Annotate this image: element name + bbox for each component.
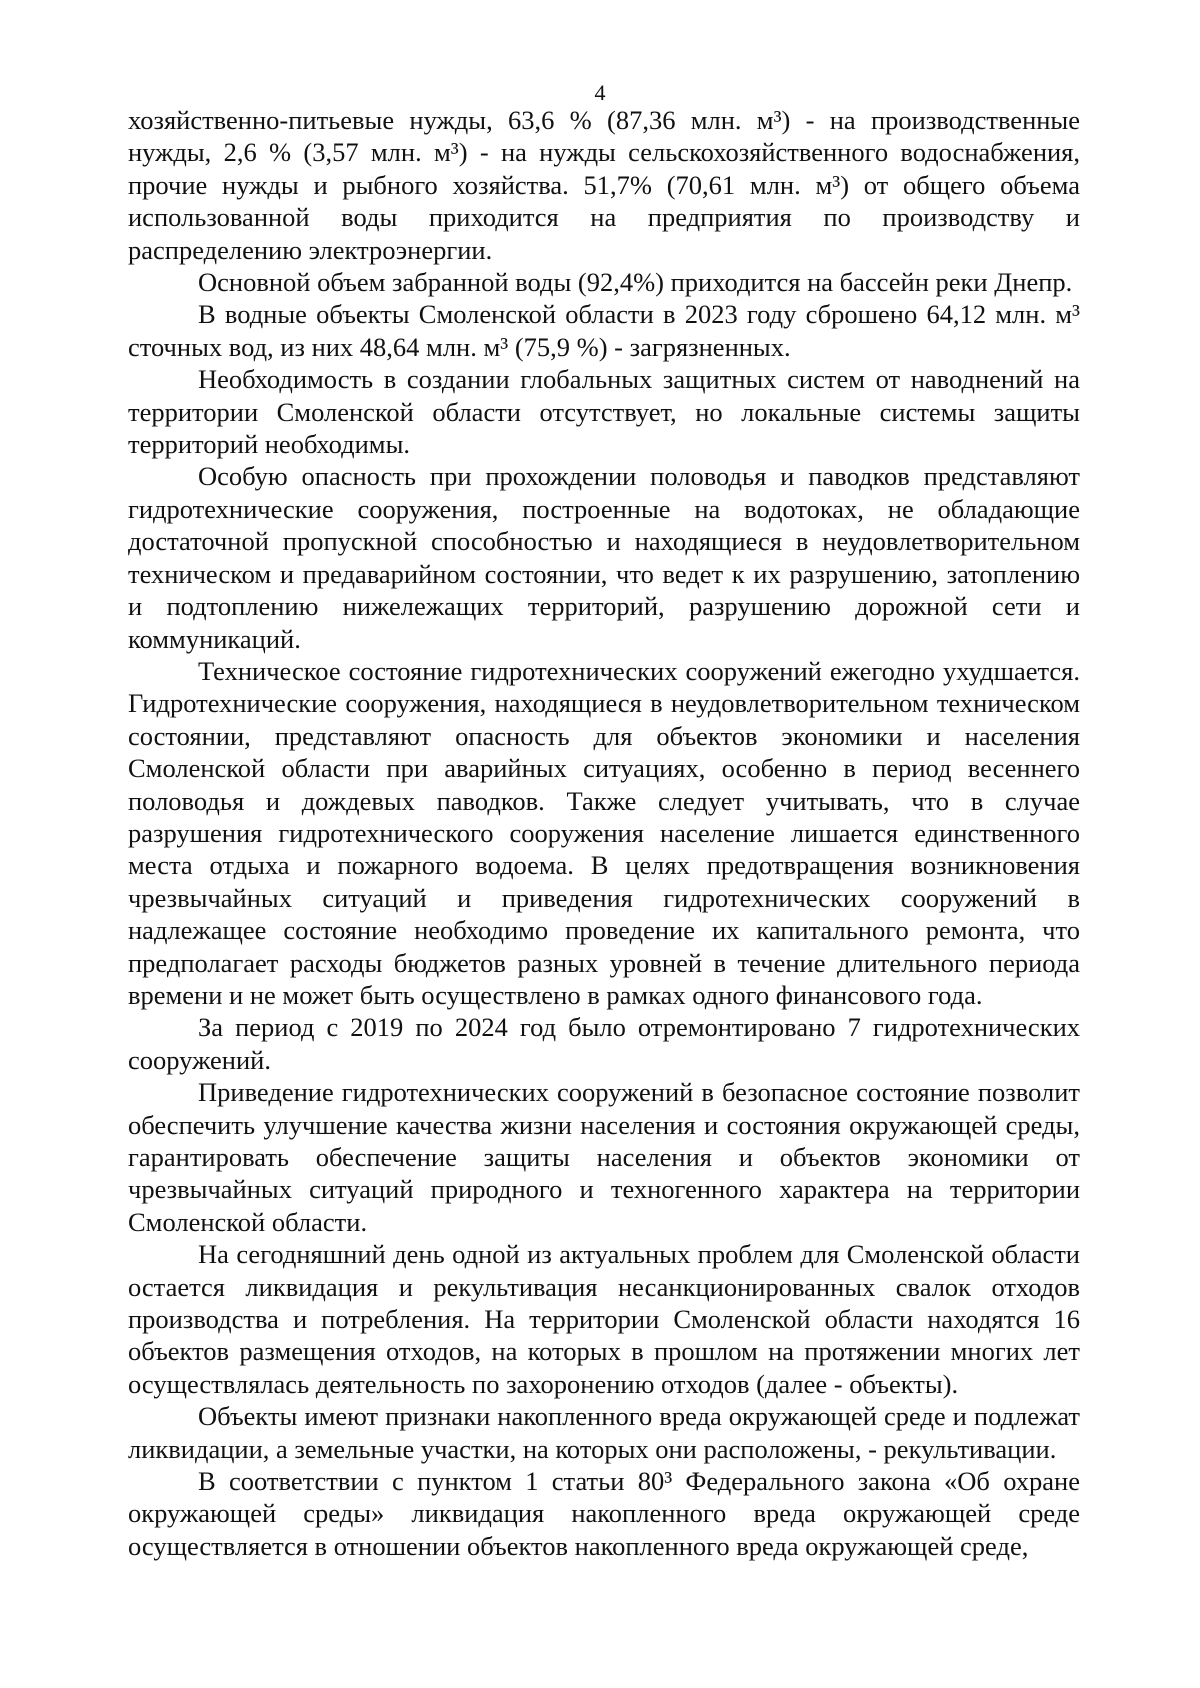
paragraph-water-use-continued: хозяйственно-питьевые нужды, 63,6 % (87,36 млн. м³) - на производственные нужды, 2,6 % (3,57 млн. м³) - на нужды сельскохозяйственного водоснабжения, прочие нужды и рыбного хозяйства. 51,7% (70,61 млн. м³) от общего объема использованной воды приходится на предприятия по производству и распределению электроэнергии. — [128, 105, 1080, 265]
page-number: 4 — [594, 80, 606, 105]
paragraph-repaired-structures: За период с 2019 по 2024 год было отремонтировано 7 гидротехнических сооружений. — [128, 1012, 1080, 1075]
paragraph-hydraulic-structures-danger: Особую опасность при прохождении половодья и паводков представляют гидротехнические сооружения, построенные на водотоках, не обладающие достаточной пропускной способностью и находящиеся в неудовлетворительном техническом и предаварийном состоянии, что ведет к их разрушению, затоплению и подтоплению нижележащих территорий, разрушению дорожной сети и коммуникаций. — [128, 461, 1080, 654]
document-body — [128, 104, 1080, 1562]
paragraph-wastewater-discharge: В водные объекты Смоленской области в 2023 году сброшено 64,12 млн. м³ сточных вод, из них 48,64 млн. м³ (75,9 %) - загрязненных. — [128, 299, 1080, 362]
paragraph-technical-condition: Техническое состояние гидротехнических сооружений ежегодно ухудшается. Гидротехнические сооружения, находящиеся в неудовлетворительном техническом состоянии, представляют опасность для объектов экономики и населения Смоленской области при аварийных ситуациях, особенно в период весеннего половодья и дождевых паводков. Также следует учитывать, что в случае разрушения гидротехнического сооружения население лишается единственного места отдыха и пожарного водоема. В целях предотвращения возникновения чрезвычайных ситуаций и приведения гидротехнических сооружений в надлежащее состояние необходимо проведение их капитального ремонта, что предполагает расходы бюджетов разных уровней в течение длительного периода времени и не может быть осуществлено в рамках одного финансового года. — [128, 655, 1080, 1010]
paragraph-accumulated-harm: Объекты имеют признаки накопленного вреда окружающей среде и подлежат ликвидации, а земельные участки, на которых они расположены, - рекультивации. — [128, 1401, 1080, 1464]
paragraph-safety-benefits: Приведение гидротехнических сооружений в безопасное состояние позволит обеспечить улучшение качества жизни населения и состояния окружающей среды, гарантировать обеспечение защиты населения и объектов экономики от чрезвычайных ситуаций природного и техногенного характера на территории Смоленской области. — [128, 1077, 1080, 1237]
paragraph-flood-protection: Необходимость в создании глобальных защитных систем от наводнений на территории Смоленской области отсутствует, но локальные системы защиты территорий необходимы. — [128, 364, 1080, 460]
paragraph-federal-law: В соответствии с пунктом 1 статьи 80³ Федерального закона «Об охране окружающей среды» ликвидация накопленного вреда окружающей среде осуществляется в отношении объектов накопленного вреда окружающей среде, — [128, 1466, 1080, 1561]
paragraph-landfill-problem: На сегодняшний день одной из актуальных проблем для Смоленской области остается ликвидация и рекультивация несанкционированных свалок отходов производства и потребления. На территории Смоленской области находятся 16 объектов размещения отходов, на которых в прошлом на протяжении многих лет осуществлялась деятельность по захоронению отходов (далее - объекты). — [128, 1239, 1080, 1399]
paragraph-dnieper-basin: Основной объем забранной воды (92,4%) приходится на бассейн реки Днепр. — [198, 267, 1073, 298]
